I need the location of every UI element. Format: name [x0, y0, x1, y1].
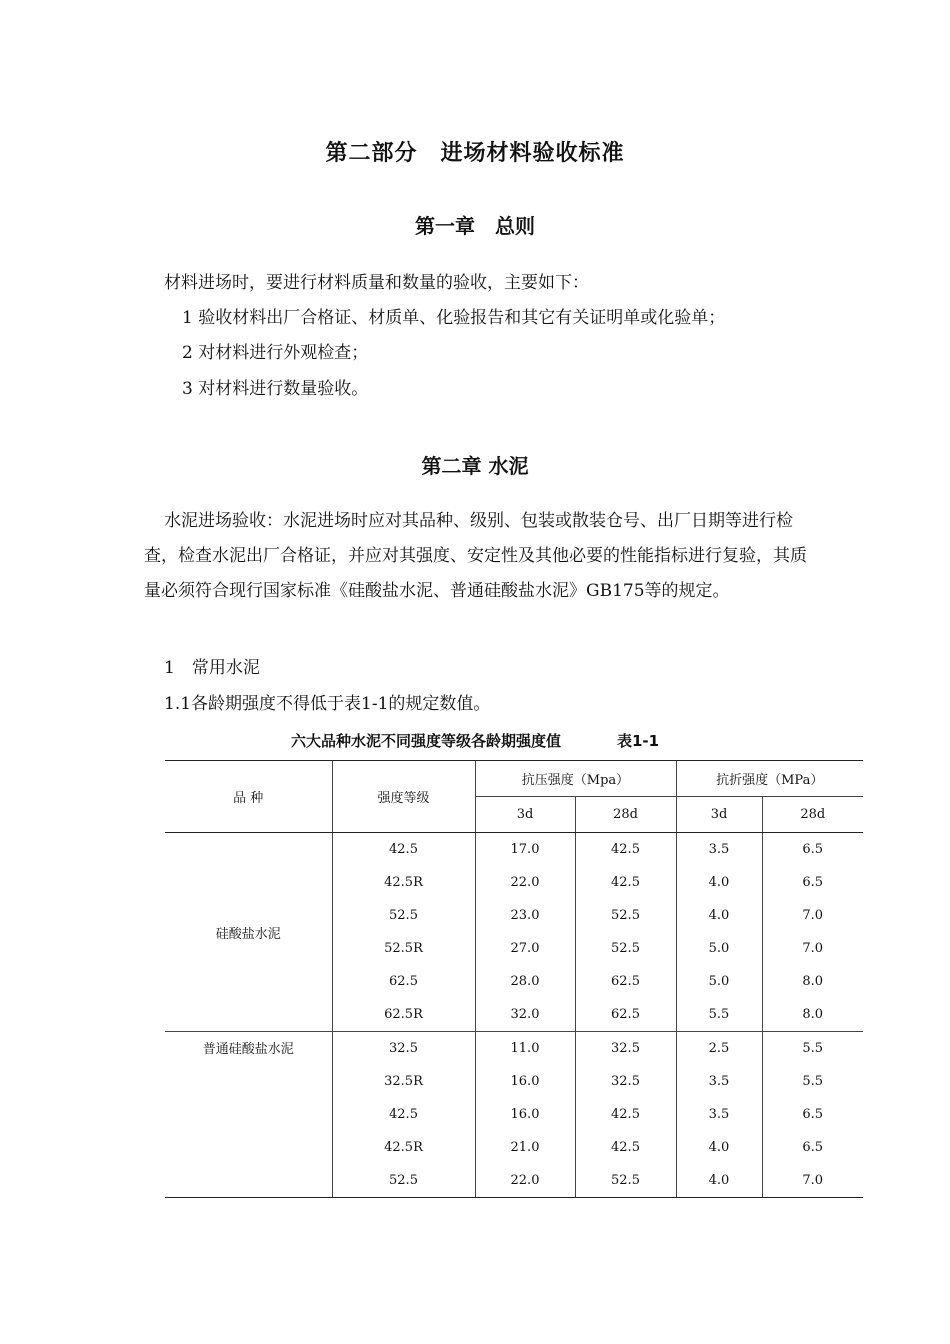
list-item: 3 对材料进行数量验收。: [182, 379, 369, 399]
cell-compressive-28d: 32.5: [575, 1032, 676, 1066]
cell-flexural-28d: 5.5: [762, 1032, 863, 1066]
subsection-text: 1.1各龄期强度不得低于表1-1的规定数值。: [164, 694, 491, 714]
cell-compressive-3d: 23.0: [475, 899, 575, 932]
cell-compressive-28d: 52.5: [575, 899, 676, 932]
cell-compressive-28d: 32.5: [575, 1065, 676, 1098]
header-variety: 品 种: [165, 761, 332, 833]
cell-grade: 52.5: [332, 899, 475, 932]
cell-flexural-28d: 7.0: [762, 899, 863, 932]
table-caption-title: 六大品种水泥不同强度等级各龄期强度值: [290, 732, 561, 750]
cell-compressive-3d: 22.0: [475, 1164, 575, 1198]
chapter-2-heading: 第二章 水泥: [421, 454, 529, 478]
cell-flexural-3d: 3.5: [676, 1065, 762, 1098]
chapter-1-heading: 第一章 总则: [415, 214, 535, 238]
cell-grade: 42.5: [332, 1098, 475, 1131]
cell-compressive-28d: 42.5: [575, 1098, 676, 1131]
chapter-2-paragraph: 水泥进场验收：水泥进场时应对其品种、级别、包装或散装仓号、出厂日期等进行检查，检查水泥出厂合格证，并应对其强度、安定性及其他必要的性能指标进行复验，其质量必须符合现行国家标准《硅酸盐水泥、普通硅酸盐水泥》GB175等的规定。: [144, 511, 807, 601]
cell-flexural-3d: 4.0: [676, 899, 762, 932]
cell-compressive-28d: 42.5: [575, 866, 676, 899]
cell-grade: 32.5R: [332, 1065, 475, 1098]
cell-flexural-28d: 6.5: [762, 1098, 863, 1131]
cell-flexural-28d: 7.0: [762, 932, 863, 965]
cell-compressive-3d: 16.0: [475, 1065, 575, 1098]
table-caption: [0, 730, 950, 751]
cell-compressive-3d: 21.0: [475, 1131, 575, 1164]
table-number: 表1-1: [616, 732, 660, 750]
cell-compressive-3d: 22.0: [475, 866, 575, 899]
cell-flexural-3d: 5.0: [676, 965, 762, 998]
cell-flexural-3d: 5.5: [676, 998, 762, 1032]
cell-grade: 52.5: [332, 1164, 475, 1198]
group-ordinary-portland-cement: [165, 1032, 863, 1198]
cell-flexural-28d: 6.5: [762, 866, 863, 899]
header-flexural-28d: 28d: [762, 797, 863, 833]
page-title: 第二部分 进场材料验收标准: [325, 141, 625, 166]
cell-compressive-3d: 16.0: [475, 1098, 575, 1131]
header-compressive: 抗压强度（Mpa）: [475, 761, 676, 797]
cell-flexural-3d: 3.5: [676, 1098, 762, 1131]
cell-grade: 62.5: [332, 965, 475, 998]
cell-compressive-3d: 32.0: [475, 998, 575, 1032]
section-heading: 1 常用水泥: [164, 658, 260, 678]
cell-flexural-28d: 8.0: [762, 998, 863, 1032]
cell-flexural-28d: 6.5: [762, 833, 863, 867]
group-name: 普通硅酸盐水泥: [165, 1032, 332, 1198]
cell-flexural-3d: 5.0: [676, 932, 762, 965]
cell-compressive-28d: 52.5: [575, 932, 676, 965]
cell-flexural-3d: 4.0: [676, 866, 762, 899]
cell-compressive-28d: 42.5: [575, 833, 676, 867]
cell-compressive-3d: 27.0: [475, 932, 575, 965]
cell-flexural-28d: 5.5: [762, 1065, 863, 1098]
cement-strength-table: [165, 760, 863, 1198]
group-name: 硅酸盐水泥: [215, 926, 281, 942]
cell-flexural-28d: 8.0: [762, 965, 863, 998]
cell-compressive-3d: 17.0: [475, 833, 575, 867]
cell-compressive-28d: 42.5: [575, 1131, 676, 1164]
list-item: 1 验收材料出厂合格证、材质单、化验报告和其它有关证明单或化验单；: [182, 308, 726, 328]
cell-compressive-28d: 52.5: [575, 1164, 676, 1198]
cell-grade: 52.5R: [332, 932, 475, 965]
header-compressive-28d: 28d: [575, 797, 676, 833]
chapter-1-intro: 材料进场时，要进行材料质量和数量的验收，主要如下：: [164, 273, 589, 293]
cell-compressive-28d: 62.5: [575, 965, 676, 998]
list-item: 2 对材料进行外观检查；: [182, 343, 369, 363]
cell-flexural-28d: 6.5: [762, 1131, 863, 1164]
cell-grade: 32.5: [332, 1032, 475, 1066]
header-flexural: 抗折强度（MPa）: [676, 761, 863, 797]
header-flexural-3d: 3d: [676, 797, 762, 833]
cell-grade: 42.5R: [332, 1131, 475, 1164]
cell-grade: 42.5R: [332, 866, 475, 899]
cell-flexural-3d: 4.0: [676, 1131, 762, 1164]
header-grade: 强度等级: [332, 761, 475, 833]
group-portland-cement: [165, 833, 863, 1032]
cell-grade: 42.5: [332, 833, 475, 867]
cell-flexural-3d: 3.5: [676, 833, 762, 867]
header-compressive-3d: 3d: [475, 797, 575, 833]
cell-flexural-3d: 2.5: [676, 1032, 762, 1066]
cell-compressive-28d: 62.5: [575, 998, 676, 1032]
cell-compressive-3d: 11.0: [475, 1032, 575, 1066]
cell-compressive-3d: 28.0: [475, 965, 575, 998]
cell-flexural-28d: 7.0: [762, 1164, 863, 1198]
cell-flexural-3d: 4.0: [676, 1164, 762, 1198]
cell-grade: 62.5R: [332, 998, 475, 1032]
